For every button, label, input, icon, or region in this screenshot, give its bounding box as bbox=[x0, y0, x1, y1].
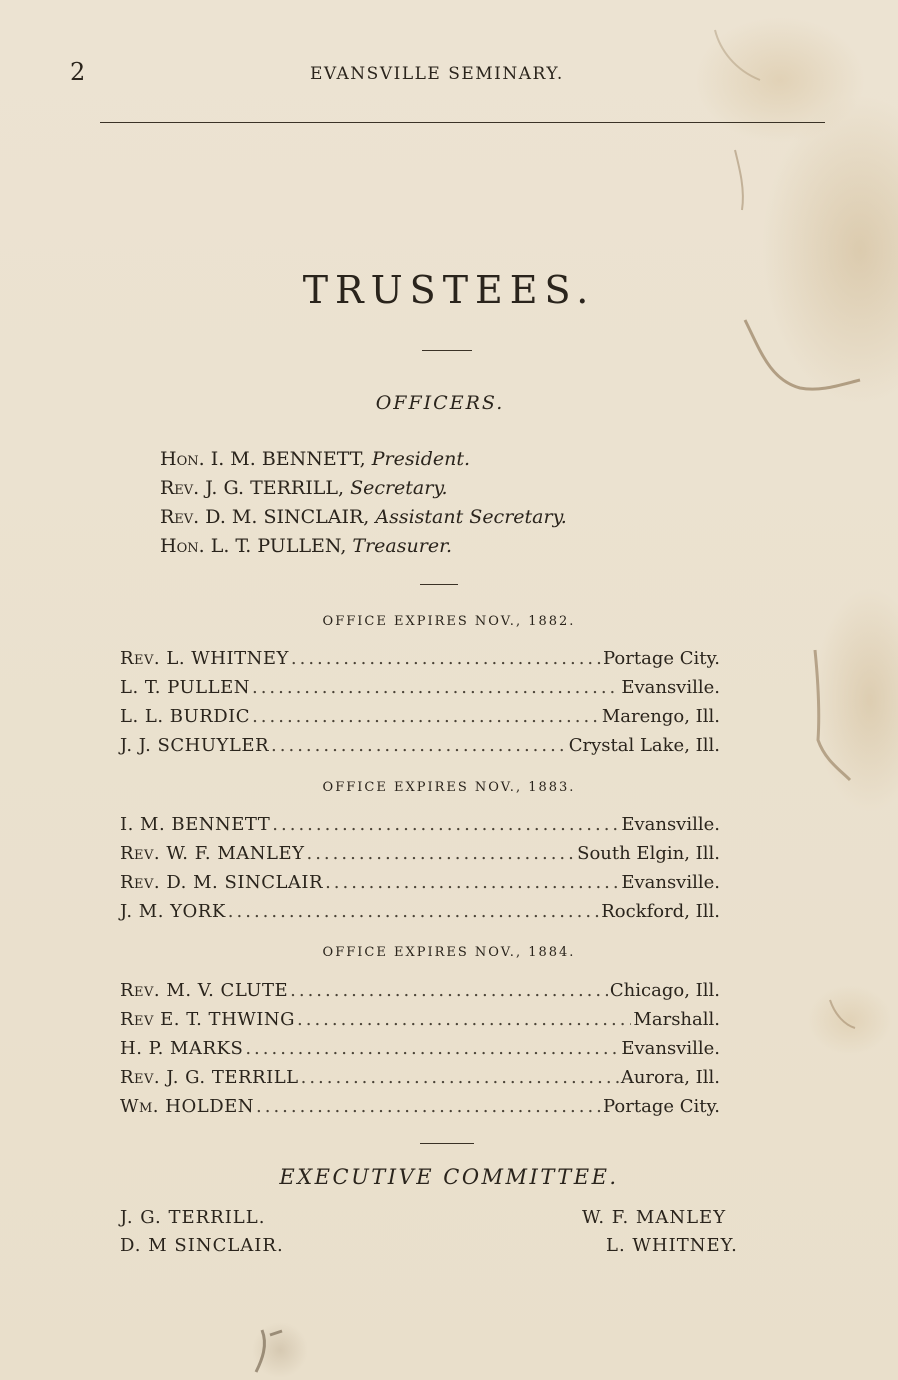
trustee-location: Portage City. bbox=[603, 1096, 720, 1117]
officers-heading: OFFICERS. bbox=[375, 392, 505, 414]
term-heading: OFFICE EXPIRES NOV., 1883. bbox=[322, 780, 576, 795]
leader-dots bbox=[245, 1038, 619, 1059]
trustee-location: Evansville. bbox=[621, 814, 720, 835]
officer-title: Hon. bbox=[160, 535, 205, 557]
trustee-location: Evansville. bbox=[621, 872, 720, 893]
officer-role: Treasurer. bbox=[352, 535, 453, 557]
leader-dots bbox=[325, 872, 619, 893]
officer-name: L. T. PULLEN, bbox=[210, 535, 347, 557]
officer-title: Hon. bbox=[160, 448, 205, 470]
leader-dots bbox=[297, 1009, 631, 1030]
officer-role: President. bbox=[371, 448, 471, 470]
trustee-row bbox=[120, 814, 720, 840]
committee-member: D. M SINCLAIR. bbox=[120, 1235, 284, 1256]
trustee-location: South Elgin, Ill. bbox=[577, 843, 720, 864]
leader-dots bbox=[301, 1067, 619, 1088]
officer-name: I. M. BENNETT, bbox=[210, 448, 366, 470]
trustee-row bbox=[120, 706, 720, 732]
trustee-name: D. M. SINCLAIR bbox=[166, 872, 324, 893]
leader-dots bbox=[256, 1096, 601, 1117]
trustee-location: Evansville. bbox=[621, 1038, 720, 1059]
officer-line bbox=[160, 477, 448, 499]
trustee-prefix: Wm. bbox=[120, 1096, 160, 1117]
trustee-row bbox=[120, 980, 720, 1006]
leader-dots bbox=[306, 843, 575, 864]
leader-dots bbox=[272, 814, 619, 835]
leader-dots bbox=[252, 677, 619, 698]
trustee-location: Marengo, Ill. bbox=[601, 706, 720, 727]
officer-title: Rev. bbox=[160, 477, 200, 499]
trustee-prefix: Rev. bbox=[120, 872, 161, 893]
officer-line bbox=[160, 535, 452, 557]
trustee-location: Aurora, Ill. bbox=[620, 1067, 720, 1088]
trustee-name: L. T. PULLEN bbox=[120, 677, 250, 698]
trustee-prefix: Rev. bbox=[120, 980, 161, 1001]
trustee-prefix: Rev. bbox=[120, 1067, 161, 1088]
trustee-name: W. F. MANLEY bbox=[166, 843, 305, 864]
trustee-name: L. WHITNEY bbox=[166, 648, 289, 669]
leader-dots bbox=[228, 901, 599, 922]
trustee-prefix: Rev bbox=[120, 1009, 154, 1030]
committee-member: J. G. TERRILL. bbox=[120, 1207, 266, 1228]
committee-member: L. WHITNEY. bbox=[606, 1235, 738, 1256]
trustee-row bbox=[120, 735, 720, 761]
trustee-name: E. T. THWING bbox=[160, 1009, 296, 1030]
committee-member: W. F. MANLEY bbox=[582, 1207, 727, 1228]
page-title: TRUSTEES. bbox=[302, 268, 596, 312]
trustee-prefix: Rev. bbox=[120, 648, 161, 669]
trustee-row bbox=[120, 901, 720, 927]
trustee-location: Portage City. bbox=[603, 648, 720, 669]
term-heading: OFFICE EXPIRES NOV., 1882. bbox=[322, 614, 576, 629]
trustee-location: Chicago, Ill. bbox=[609, 980, 720, 1001]
title-rule bbox=[422, 350, 472, 351]
trustee-row bbox=[120, 1096, 720, 1122]
trustee-name: M. V. CLUTE bbox=[166, 980, 289, 1001]
trustee-name: J. J. SCHUYLER bbox=[120, 735, 270, 756]
trustee-row bbox=[120, 1067, 720, 1093]
term-heading: OFFICE EXPIRES NOV., 1884. bbox=[322, 945, 576, 960]
trustee-row bbox=[120, 1038, 720, 1064]
trustee-location: Rockford, Ill. bbox=[601, 901, 720, 922]
officer-title: Rev. bbox=[160, 506, 200, 528]
officer-role: Assistant Secretary. bbox=[375, 506, 567, 528]
trustee-name: H. P. MARKS bbox=[120, 1038, 244, 1059]
officer-line bbox=[160, 448, 470, 470]
officer-name: D. M. SINCLAIR, bbox=[205, 506, 370, 528]
leader-dots bbox=[252, 706, 600, 727]
trustee-row bbox=[120, 1009, 720, 1035]
officer-role: Secretary. bbox=[350, 477, 448, 499]
page-number: 2 bbox=[70, 58, 86, 86]
trustee-row bbox=[120, 872, 720, 898]
section-rule bbox=[420, 1143, 474, 1144]
section-rule bbox=[420, 584, 458, 585]
trustee-name: J. G. TERRILL bbox=[166, 1067, 299, 1088]
trustee-row bbox=[120, 843, 720, 869]
officer-name: J. G. TERRILL, bbox=[205, 477, 345, 499]
officer-line bbox=[160, 506, 567, 528]
trustee-name: I. M. BENNETT bbox=[120, 814, 271, 835]
trustee-name: HOLDEN bbox=[165, 1096, 255, 1117]
trustee-location: Evansville. bbox=[621, 677, 720, 698]
leader-dots bbox=[290, 980, 608, 1001]
trustee-name: J. M. YORK bbox=[120, 901, 226, 922]
leader-dots bbox=[271, 735, 567, 756]
trustee-row bbox=[120, 648, 720, 674]
header-rule bbox=[100, 122, 825, 123]
leader-dots bbox=[291, 648, 601, 669]
trustee-location: Marshall. bbox=[633, 1009, 720, 1030]
trustee-prefix: Rev. bbox=[120, 843, 161, 864]
trustee-row bbox=[120, 677, 720, 703]
trustee-name: L. L. BURDIC bbox=[120, 706, 251, 727]
executive-committee-heading: EXECUTIVE COMMITTEE. bbox=[279, 1165, 619, 1189]
running-title: EVANSVILLE SEMINARY. bbox=[310, 64, 564, 84]
trustee-location: Crystal Lake, Ill. bbox=[568, 735, 720, 756]
